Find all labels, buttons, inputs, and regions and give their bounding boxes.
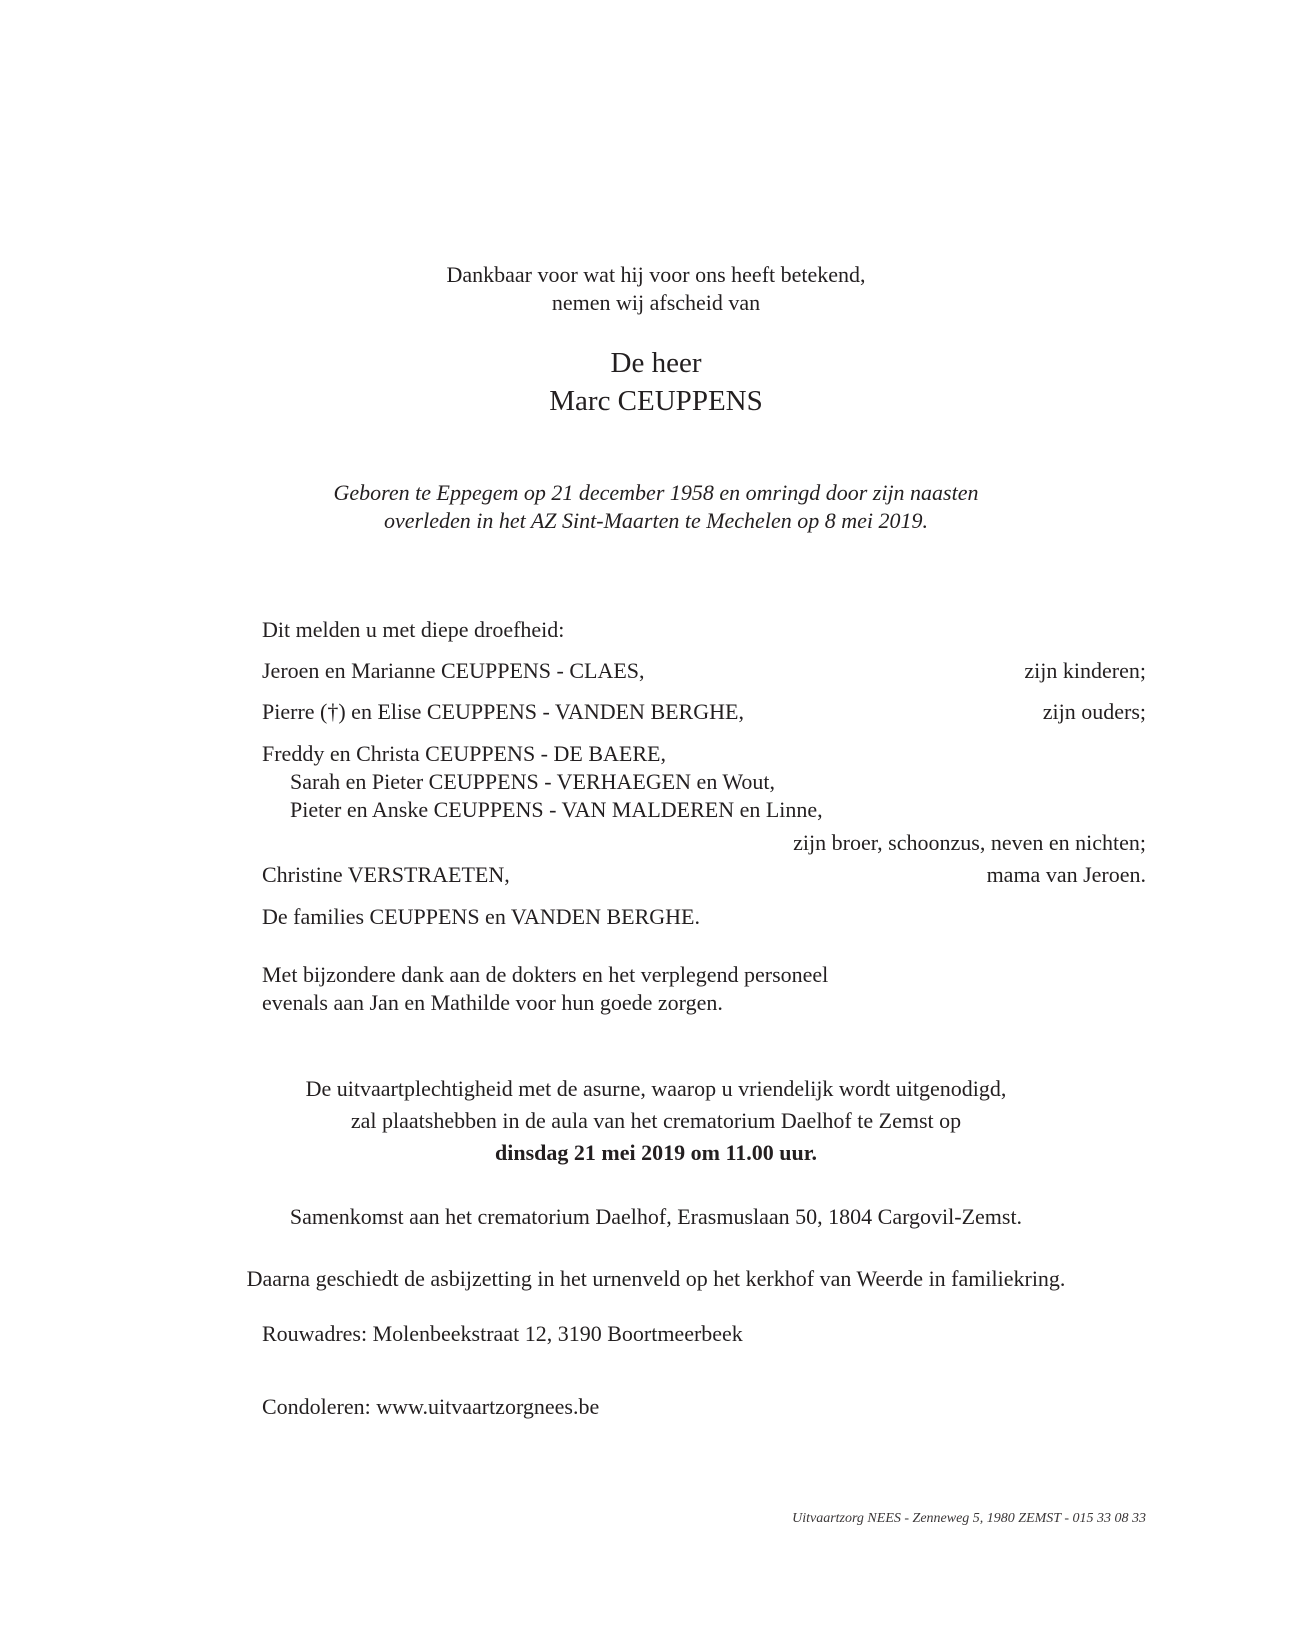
deceased-name: Marc CEUPPENS	[549, 385, 763, 417]
ceremony-line-2: zal plaatshebben in de aula van het crematorium Daelhof te Zemst op	[350, 1108, 962, 1133]
intro-line-1: Dankbaar voor wat hij voor ons heeft betekend,	[446, 262, 866, 287]
family-relation: zijn broer, schoonzus, neven en nichten;	[793, 830, 1146, 855]
family-relation: mama van Jeroen.	[986, 862, 1146, 887]
thanks-line-2: evenals aan Jan en Mathilde voor hun goede zorgen.	[262, 990, 723, 1015]
family-relation: zijn ouders;	[1042, 699, 1146, 724]
condolences-info: Condoleren: www.uitvaartzorgnees.be	[262, 1394, 600, 1419]
thanks-line-1: Met bijzondere dank aan de dokters en het verplegend personeel	[262, 962, 829, 987]
deceased-title: De heer	[610, 347, 702, 379]
family-names: Christine VERSTRAETEN,	[262, 862, 510, 887]
announcement: Dit melden u met diepe droefheid:	[262, 617, 565, 642]
family-names: Freddy en Christa CEUPPENS - DE BAERE,	[262, 741, 666, 766]
ceremony-datetime: dinsdag 21 mei 2019 om 11.00 uur.	[495, 1140, 817, 1165]
family-names: De families CEUPPENS en VANDEN BERGHE.	[262, 904, 700, 929]
mourning-address: Rouwadres: Molenbeekstraat 12, 3190 Boortmeerbeek	[262, 1321, 743, 1346]
family-names: Pieter en Anske CEUPPENS - VAN MALDEREN en Linne,	[290, 797, 823, 822]
intro-line-2: nemen wij afscheid van	[551, 290, 761, 315]
family-names: Pierre (†) en Elise CEUPPENS - VANDEN BERGHE,	[262, 699, 744, 724]
ceremony-line-1: De uitvaartplechtigheid met de asurne, waarop u vriendelijk wordt uitgenodigd,	[305, 1076, 1007, 1101]
interment-info: Daarna geschiedt de asbijzetting in het urnenveld op het kerkhof van Weerde in familiekring.	[246, 1266, 1066, 1291]
family-relation: zijn kinderen;	[1024, 658, 1146, 683]
family-names: Sarah en Pieter CEUPPENS - VERHAEGEN en Wout,	[290, 769, 776, 794]
birth-death-line-2: overleden in het AZ Sint-Maarten te Mechelen op 8 mei 2019.	[384, 508, 928, 533]
funeral-home-footer: Uitvaartzorg NEES - Zenneweg 5, 1980 ZEMST - 015 33 08 33	[792, 1511, 1146, 1526]
gathering-info: Samenkomst aan het crematorium Daelhof, Erasmuslaan 50, 1804 Cargovil-Zemst.	[289, 1204, 1023, 1229]
family-names: Jeroen en Marianne CEUPPENS - CLAES,	[262, 658, 645, 683]
birth-death-line-1: Geboren te Eppegem op 21 december 1958 en omringd door zijn naasten	[333, 480, 979, 505]
